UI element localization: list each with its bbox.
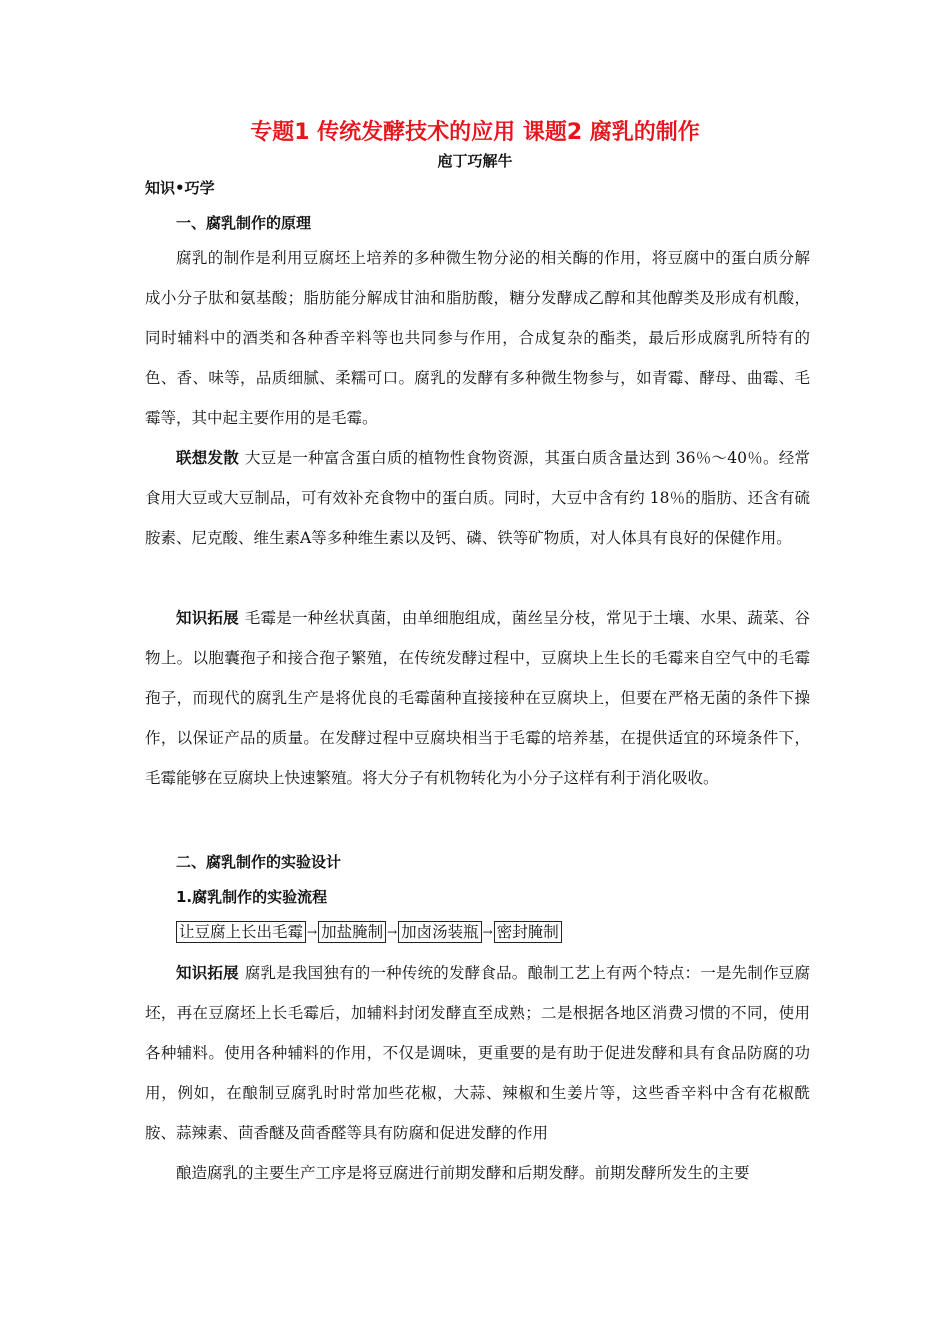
paragraph-lead: 联想发散 [176,449,240,467]
heading-principle: 一、腐乳制作的原理 [176,214,312,232]
document-title: 专题1 传统发酵技术的应用 课题2 腐乳的制作 [250,120,700,145]
paragraph-association [145,438,810,558]
paragraph-production: 酿造腐乳的主要生产工序是将豆腐进行前期发酵和后期发酵。前期发酵所发生的主要 [176,1164,750,1182]
paragraph-body: 腐乳是我国独有的一种传统的发酵食品。酿制工艺上有两个特点：一是先制作豆腐坯，再在豆腐坯上长毛霉后，加辅料封闭发酵直至成熟；二是根据各地区消费习惯的不同，使用各种辅料。使用各种辅料的作用，不仅是调味，更重要的是有助于促进发酵和具有食品防腐的功用，例如，在酿制豆腐乳时时常加些花椒，大蒜、辣椒和生姜片等，这些香辛料中含有花椒酰胺、蒜辣素、茴香醚及茴香醛等具有防腐和促进发酵的作用 [145,964,810,1142]
flow-step: 让豆腐上长出毛霉 [176,921,306,943]
heading-experiment-flow: 1.腐乳制作的实验流程 [176,888,328,906]
section-label: 知识•巧学 [145,179,215,197]
paragraph-body: 毛霉是一种丝状真菌，由单细胞组成，菌丝呈分枝，常见于土壤、水果、蔬菜、谷物上。以胞囊孢子和接合孢子繁殖，在传统发酵过程中，豆腐块上生长的毛霉来自空气中的毛霉孢子，而现代的腐乳生产是将优良的毛霉菌种直接接种在豆腐块上，但要在严格无菌的条件下操作，以保证产品的质量。在发酵过程中豆腐块相当于毛霉的培养基，在提供适宜的环境条件下，毛霉能够在豆腐块上快速繁殖。将大分子有机物转化为小分子这样有利于消化吸收。 [145,609,810,787]
flow-step: 加卤汤装瓶 [398,921,482,943]
paragraph-extension-1 [145,598,810,798]
document-subtitle: 庖丁巧解牛 [437,152,513,170]
paragraph-body: 大豆是一种富含蛋白质的植物性食物资源，其蛋白质含量达到 36％～40％。经常食用大豆或大豆制品，可有效补充食物中的蛋白质。同时，大豆中含有约 18％的脂肪、还含有硫胺素、尼克酸、维生素A等多种维生素以及钙、磷、铁等矿物质，对人体具有良好的保健作用。 [145,449,810,547]
paragraph-extension-2 [145,953,810,1153]
arrow-icon: → [387,925,398,939]
paragraph-principle: 腐乳的制作是利用豆腐坯上培养的多种微生物分泌的相关酶的作用，将豆腐中的蛋白质分解成小分子肽和氨基酸；脂肪能分解成甘油和脂肪酸，糖分发酵成乙醇和其他醇类及形成有机酸，同时辅料中的酒类和各种香辛料等也共同参与作用，合成复杂的酯类，最后形成腐乳所特有的色、香、味等，品质细腻、柔糯可口。腐乳的发酵有多种微生物参与，如青霉、酵母、曲霉、毛霉等，其中起主要作用的是毛霉。 [145,249,810,427]
paragraph-lead: 知识拓展 [176,964,239,982]
flow-step: 加盐腌制 [318,921,386,943]
arrow-icon: → [482,925,493,939]
heading-experiment-design: 二、腐乳制作的实验设计 [176,853,342,871]
flow-step: 密封腌制 [494,921,562,943]
process-flow [176,920,562,944]
paragraph-lead: 知识拓展 [176,609,239,627]
arrow-icon: → [307,925,318,939]
